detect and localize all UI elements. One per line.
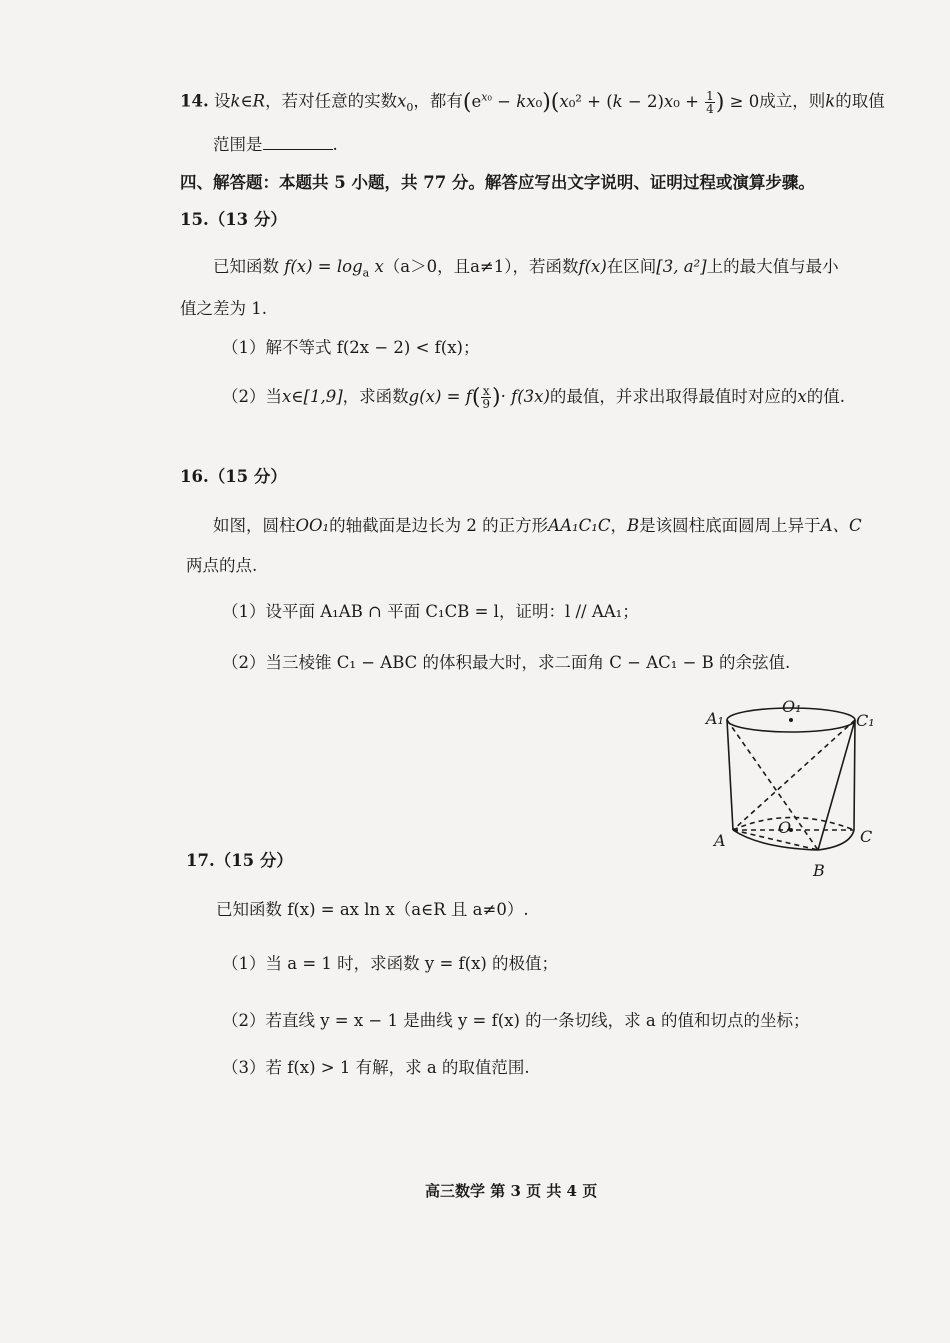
q17-stem: 已知函数 f(x) = ax ln x（a∈R 且 a≠0）. <box>216 900 529 919</box>
label-a: A <box>714 831 726 850</box>
q16-part2: （2）当三棱锥 C₁ − ABC 的体积最大时，求二面角 C − AC₁ − B 的余弦值. <box>222 653 791 672</box>
q17-part1: （1）当 a = 1 时，求函数 y = f(x) 的极值； <box>222 954 559 973</box>
q17-header: 17.（15 分） <box>186 851 293 870</box>
q16-part1: （1）设平面 A₁AB ∩ 平面 C₁CB = l，证明：l // AA₁； <box>222 602 639 621</box>
q16-points-ac: A、C <box>820 516 862 535</box>
q15-part2: （2）当x∈[1,9]，求函数g(x) = f( $\frac{x}{9}$ )· f(3x)的最值，并求出取得最值时对应的x的值. <box>222 384 845 411</box>
point-o1 <box>789 718 793 722</box>
q16-stem-line2: 两点的点. <box>186 556 258 575</box>
label-c1: C₁ <box>856 711 875 730</box>
q15-fx: f(x) <box>578 257 607 276</box>
q15-p2-d: 的最值，并求出取得最值时对应的 <box>549 387 798 406</box>
q14-line1: 14. 设k∈R，若对任意的实数$x_0$，都有$(e^{x_0} - kx_0)(x_0^2 + (k - 2)x_0$ + $\frac{1}{4}$ ) ≥ 0成立，则k的取值 <box>180 88 885 116</box>
q15-stem-line2: 值之差为 1. <box>180 299 267 318</box>
label-o: O <box>778 818 792 837</box>
q15-p2-e: 的值. <box>806 387 845 406</box>
q15-p2-x: x <box>797 387 807 406</box>
q14-text-3: 成立，则 <box>759 91 826 111</box>
segment-c1a <box>733 720 855 830</box>
q14-inequality: $(e^{x_0} - kx_0)(x_0^2 + (k - 2)x_0$ + $\frac{1}{4}$ ) ≥ 0 <box>462 88 760 116</box>
label-c: C <box>860 827 873 846</box>
q14-text-1: ，若对任意的实数 <box>265 91 398 111</box>
label-o1: O₁ <box>782 697 802 716</box>
q16-stem-line1 <box>213 515 862 537</box>
bottom-back-arc <box>733 818 854 831</box>
cylinder-right-side <box>854 720 855 830</box>
q16-stem-c: ， <box>610 516 627 535</box>
q15-condition: （a＞0，且a≠1），若函数 <box>383 257 579 276</box>
q15-stem-b: 上的最大值与最小 <box>706 257 839 276</box>
q15-frac-num: x <box>482 384 490 398</box>
bottom-front-arc <box>733 830 854 850</box>
section-4-heading: 四、解答题：本题共 5 小题，共 77 分。解答应写出文字说明、证明过程或演算步骤。 <box>180 173 815 192</box>
q14-k-in-r: k∈R <box>230 91 266 111</box>
q16-stem-a: 如图，圆柱 <box>213 516 296 535</box>
q15-log-base: a <box>362 266 370 280</box>
q16-point-b: B <box>626 516 640 535</box>
q14-text-2: ，都有 <box>413 91 463 111</box>
q16-stem-d: 是该圆柱底面圆周上异于 <box>639 516 821 535</box>
q16-header: 16.（15 分） <box>180 467 287 486</box>
q16-stem-b: 的轴截面是边长为 2 的正方形 <box>329 516 549 535</box>
q14-range-label: 范围是 <box>213 135 263 154</box>
q15-stem-a: 已知函数 <box>213 257 279 276</box>
q15-header: 15.（13 分） <box>180 210 287 229</box>
q15-part1: （1）解不等式 f(2x − 2) < f(x)； <box>222 338 480 357</box>
q15-interval: [3, a²] <box>656 257 707 276</box>
label-a1: A₁ <box>706 709 724 728</box>
label-b: B <box>813 861 825 880</box>
q14-answer-blank <box>263 135 333 150</box>
q15-interval-text: 在区间 <box>606 257 657 276</box>
q14-intro: 设 <box>213 91 231 111</box>
q16-square: AA₁C₁C <box>548 516 611 535</box>
q14-line2-end: . <box>332 135 338 154</box>
q15-log-arg: x <box>374 257 384 276</box>
q15-stem-line1 <box>213 256 839 284</box>
q14-x0: x <box>397 91 407 111</box>
q15-p2-g: g(x) = f <box>408 387 472 406</box>
cylinder-left-side <box>727 720 733 830</box>
q15-frac-den: 9 <box>482 397 491 411</box>
q15-fx-def: f(x) = log <box>284 257 363 276</box>
q14-line2 <box>213 134 338 156</box>
q17-part3: （3）若 f(x) > 1 有解，求 a 的取值范围. <box>222 1058 530 1077</box>
q17-part2: （2）若直线 y = x − 1 是曲线 y = f(x) 的一条切线，求 a 的值和切点的坐标； <box>222 1011 810 1030</box>
q15-p2-b: ，求函数 <box>342 387 409 406</box>
q14-k: k <box>825 91 836 111</box>
q15-p2-c: · f(3x) <box>500 387 550 406</box>
q15-p2-a: （2）当 <box>222 387 282 406</box>
q14-text-4: 的取值 <box>835 91 885 111</box>
cylinder-figure <box>700 690 890 885</box>
q15-p2-domain: x∈[1,9] <box>282 387 343 406</box>
q14-number: 14. <box>180 91 209 111</box>
q16-axis: OO₁ <box>295 516 330 535</box>
page-footer: 高三数学 第 3 页 共 4 页 <box>425 1182 598 1200</box>
